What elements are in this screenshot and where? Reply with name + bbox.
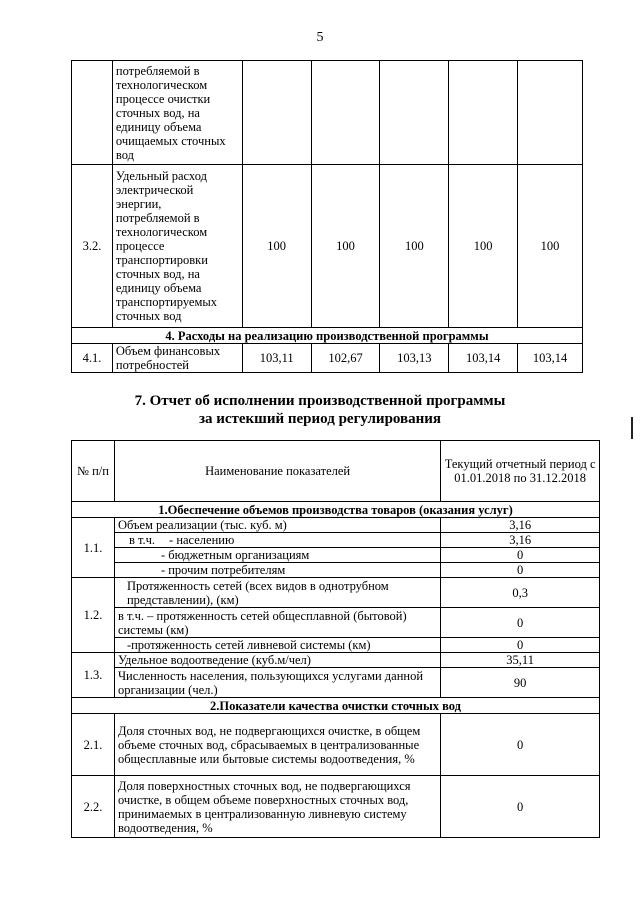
col-header-number: № п/п: [72, 441, 115, 502]
value-cell: 0: [441, 563, 600, 578]
section-heading: 1.Обеспечение объемов производства товаров (оказания услуг): [72, 502, 600, 518]
col-header-name: Наименование показателей: [114, 441, 440, 502]
value-cell: 35,11: [441, 653, 600, 668]
table-row: [72, 578, 600, 608]
value-cell: 90: [441, 668, 600, 698]
indicator-label: Протяженность сетей (всех видов в однотрубном представлении), (км): [114, 578, 440, 608]
row-number: 1.1.: [72, 518, 115, 578]
value-cell: 0: [441, 638, 600, 653]
value-cell: 100: [449, 165, 518, 328]
table-row: [72, 344, 583, 373]
section-row: [72, 502, 600, 518]
value-cell: 0: [441, 714, 600, 776]
row-number: 1.3.: [72, 653, 115, 698]
indicator-label: Удельный расход электрической энергии, потребляемой в технологическом процессе транспортировки сточных вод, на единицу объема транспортируемых сточных вод: [112, 165, 242, 328]
page-number: 5: [316, 30, 324, 45]
indicator-label: Объем реализации (тыс. куб. м): [114, 518, 440, 533]
value-cell: 100: [242, 165, 311, 328]
row-number: 1.2.: [72, 578, 115, 653]
label-prefix: в т.ч.: [128, 533, 156, 547]
value-cell: 100: [518, 165, 583, 328]
value-cell: 0: [441, 776, 600, 838]
value-cell: 100: [380, 165, 449, 328]
value-cell: 0,3: [441, 578, 600, 608]
section-heading: 4. Расходы на реализацию производственной программы: [72, 328, 583, 344]
header-row: [72, 441, 600, 502]
program-indicators-table-continued: [71, 60, 583, 373]
table-row: [72, 165, 583, 328]
value-cell: 0: [441, 548, 600, 563]
indicator-label: [114, 533, 440, 548]
row-number: 4.1.: [72, 344, 113, 373]
indicator-label: - бюджетным организациям: [114, 548, 440, 563]
label-text: - населению: [169, 533, 235, 547]
table-row: [72, 548, 600, 563]
section-heading: 2.Показатели качества очистки сточных вод: [72, 698, 600, 714]
value-cell: 3,16: [441, 518, 600, 533]
table-row: [72, 638, 600, 653]
report-table: [71, 440, 600, 838]
indicator-label: - прочим потребителям: [114, 563, 440, 578]
edge-mark: [631, 417, 633, 439]
title-line-2: за истекший период регулирования: [198, 411, 442, 427]
value-cell: 103,14: [449, 344, 518, 373]
table-row: [72, 714, 600, 776]
indicator-label: Объем финансовых потребностей: [112, 344, 242, 373]
section-row: [72, 698, 600, 714]
section-title: [0, 392, 640, 428]
value-cell: 103,13: [380, 344, 449, 373]
section-row: [72, 328, 583, 344]
table-row: [72, 563, 600, 578]
indicator-label: -протяженность сетей ливневой системы (км): [114, 638, 440, 653]
indicator-label: Доля поверхностных сточных вод, не подвергающихся очистке, в общем объеме поверхностных сточных вод, принимаемых в централизованную ливневую систему водоотведения, %: [114, 776, 440, 838]
table-row: [72, 608, 600, 638]
table-row: [72, 518, 600, 533]
table-row: [72, 61, 583, 165]
continued-label: потребляемой в технологическом процессе очистки сточных вод, на единицу объема очищаемых сточных вод: [112, 61, 242, 165]
row-number: 2.2.: [72, 776, 115, 838]
col-header-period: Текущий отчетный период с 01.01.2018 по 31.12.2018: [441, 441, 600, 502]
value-cell: 0: [441, 608, 600, 638]
value-cell: 100: [311, 165, 380, 328]
row-number: 3.2.: [72, 165, 113, 328]
value-cell: 103,11: [242, 344, 311, 373]
indicator-label: Численность населения, пользующихся услугами данной организации (чел.): [114, 668, 440, 698]
row-number-cell: [72, 61, 113, 165]
indicator-label: в т.ч. – протяженность сетей общесплавной (бытовой) системы (км): [114, 608, 440, 638]
value-cell: 102,67: [311, 344, 380, 373]
title-line-1: 7. Отчет об исполнении производственной программы: [134, 393, 506, 409]
row-number: 2.1.: [72, 714, 115, 776]
table-row: [72, 668, 600, 698]
table-row: [72, 653, 600, 668]
value-cell: 3,16: [441, 533, 600, 548]
indicator-label: Удельное водоотведение (куб.м/чел): [114, 653, 440, 668]
indicator-label: Доля сточных вод, не подвергающихся очистке, в общем объеме сточных вод, сбрасываемых в централизованные общесплавные или бытовые системы водоотведения, %: [114, 714, 440, 776]
table-row: [72, 533, 600, 548]
value-cell: 103,14: [518, 344, 583, 373]
table-row: [72, 776, 600, 838]
